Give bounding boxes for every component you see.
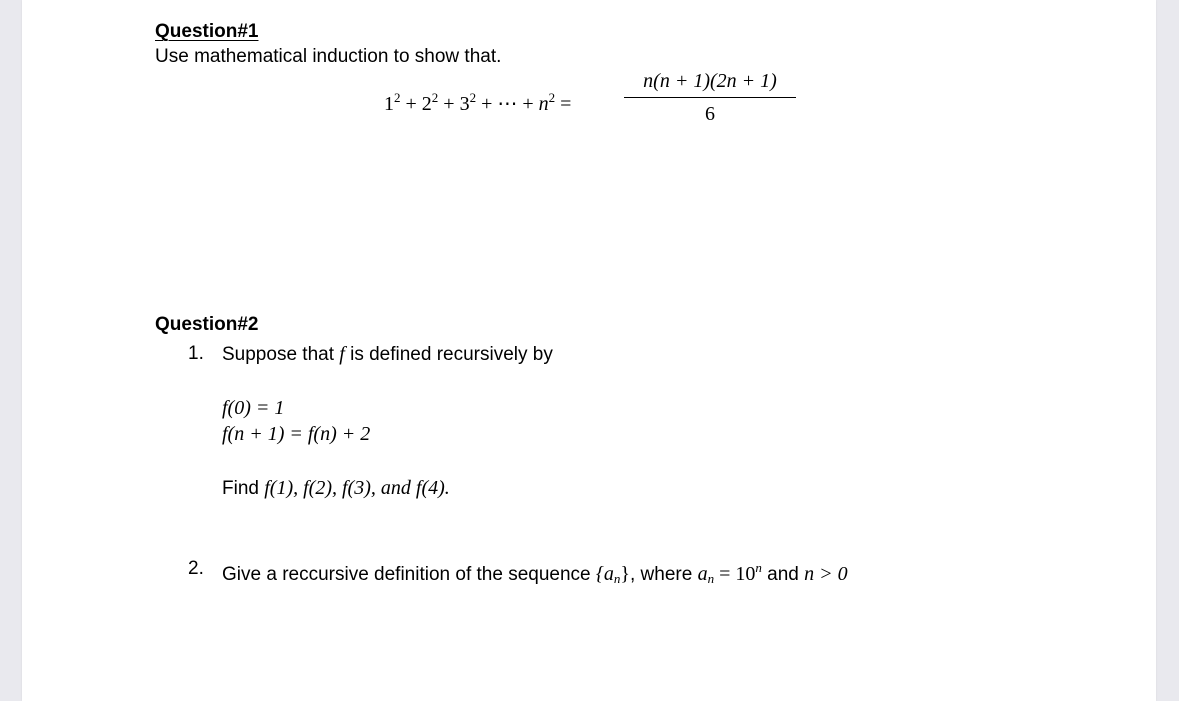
document-page: [22, 0, 1156, 701]
equation-lhs: [384, 90, 571, 116]
exponent: 2: [431, 90, 439, 105]
intro-text: Suppose that: [222, 344, 340, 365]
power-exponent: n: [755, 560, 762, 575]
a-variable: a: [697, 563, 708, 585]
function-variable: f: [339, 343, 345, 365]
base-case-line: f(0) = 1: [222, 397, 285, 419]
equals-ten: = 10: [714, 563, 756, 585]
term-n: n: [538, 93, 549, 115]
equals-sign: =: [560, 93, 572, 115]
term-1: 1: [384, 93, 394, 115]
plus-sign: +: [405, 93, 417, 115]
recursive-step-line: f(n + 1) = f(n) + 2: [222, 423, 371, 445]
plus-sign: +: [522, 93, 534, 115]
sequence-close: }: [620, 563, 630, 585]
question-1-heading: Question#1: [155, 21, 259, 42]
where-text: , where: [630, 564, 698, 585]
term-2: 2: [421, 93, 432, 115]
sequence-subscript: n: [613, 571, 621, 586]
and-text: and: [761, 564, 805, 585]
intro-text-end: is defined recursively by: [344, 344, 553, 365]
exponent: 2: [469, 90, 477, 105]
fraction-bar: [624, 97, 796, 98]
sequence-text: Give a reccursive definition of the sequence: [222, 564, 596, 585]
plus-sign: +: [443, 93, 455, 115]
ellipsis: ⋯: [497, 93, 518, 115]
list-item-number: 1.: [188, 343, 204, 364]
term-3: 3: [459, 93, 470, 115]
exponent: 2: [548, 90, 556, 105]
fraction-numerator: n(n + 1)(2n + 1): [643, 70, 777, 92]
question-1-instruction: Use mathematical induction to show that.: [155, 46, 502, 67]
sequence-definition-line: [222, 557, 848, 590]
find-label: Find: [222, 478, 265, 499]
fraction-denominator: 6: [705, 103, 715, 125]
list-item-number: 2.: [188, 558, 204, 579]
find-values-math: f(1), f(2), f(3), and f(4).: [264, 477, 450, 499]
exponent: 2: [394, 90, 401, 105]
fraction: [624, 68, 796, 126]
condition: n > 0: [804, 563, 848, 585]
a-subscript: n: [707, 571, 715, 586]
question-2-heading: Question#2: [155, 314, 259, 335]
plus-sign: +: [481, 93, 493, 115]
recursive-intro: [222, 343, 553, 366]
sequence-open: {a: [595, 563, 614, 585]
find-values-line: [222, 477, 450, 500]
